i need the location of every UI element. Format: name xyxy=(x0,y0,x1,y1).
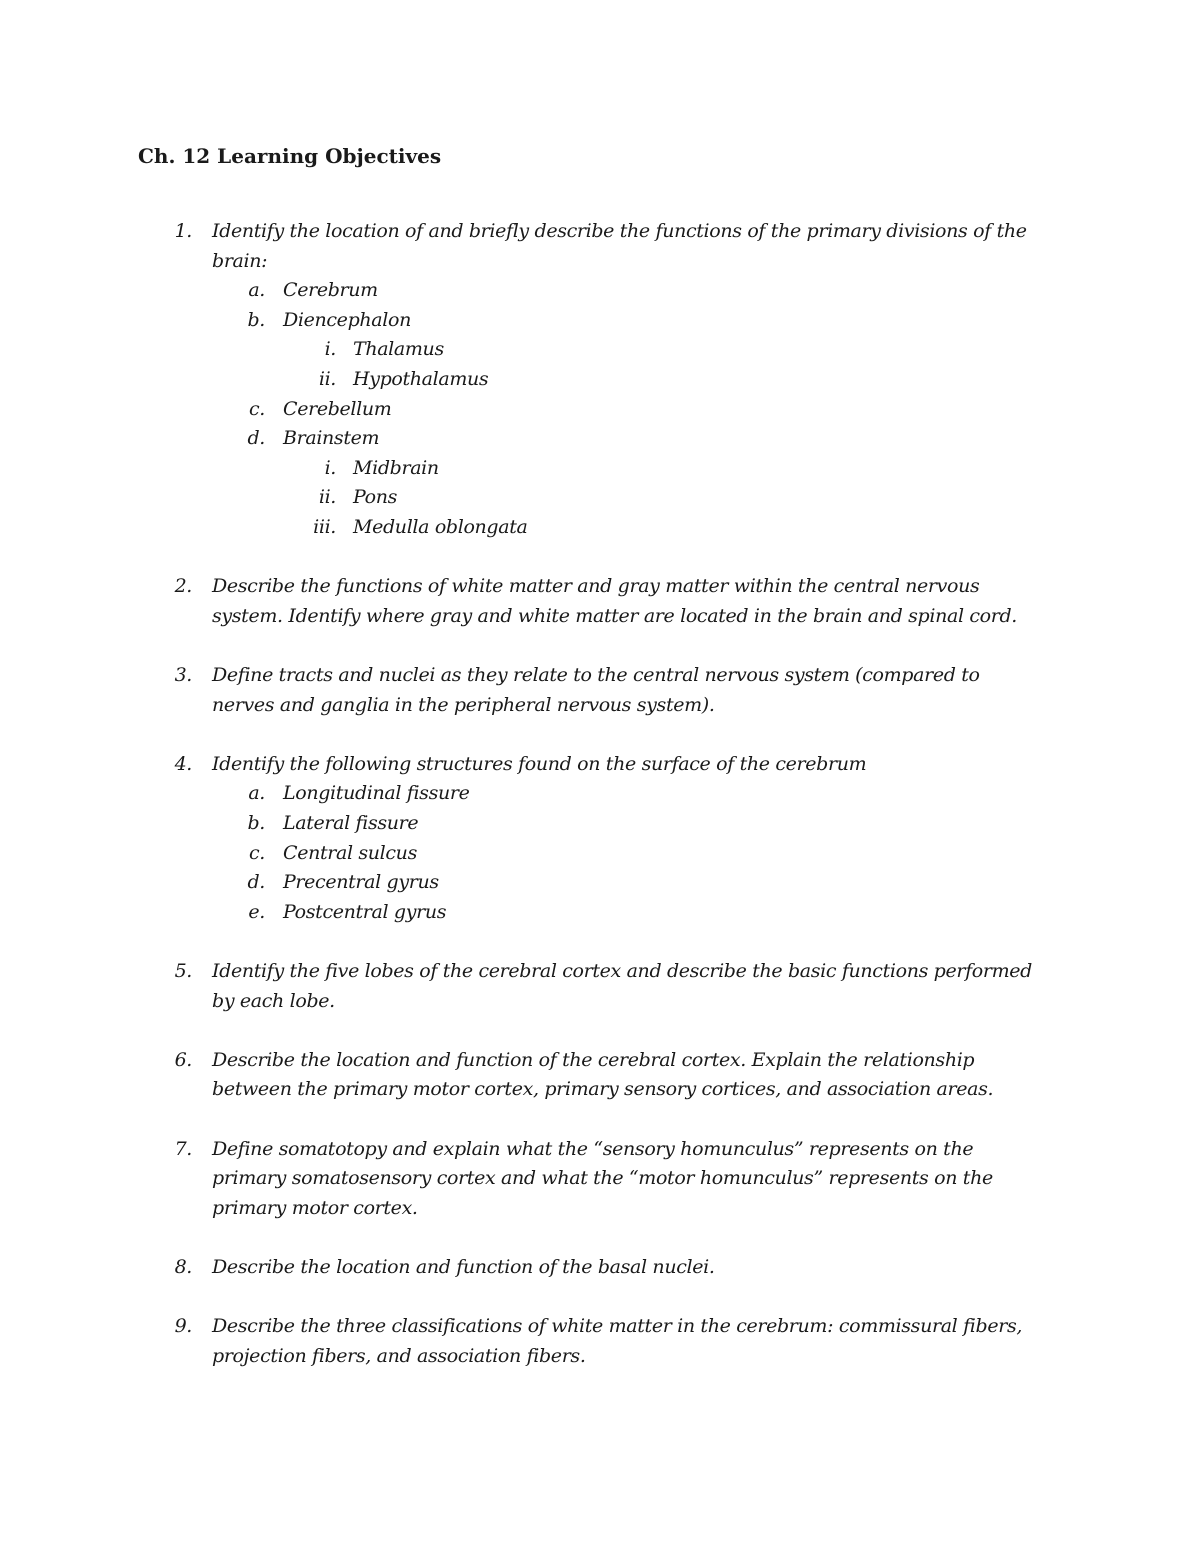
objective-4-marker: 4. xyxy=(174,752,192,775)
objective-1-marker: 1. xyxy=(174,220,192,242)
objective-8-marker: 8. xyxy=(174,1256,192,1278)
objective-1-subsubitem-marker: ii. xyxy=(318,486,336,509)
objective-2-marker: 2. xyxy=(174,575,192,598)
objective-1-subsubitem-text: Hypothalamus xyxy=(353,368,489,390)
objective-1-subitem-text: Cerebrum xyxy=(283,279,378,302)
objective-5-cont-text: by each lobe. xyxy=(212,989,335,1012)
objective-1-subitem-marker: a. xyxy=(248,279,265,302)
objective-1-subsubitem-marker: i. xyxy=(324,338,336,361)
objective-4-subitem-text: Precentral gyrus xyxy=(283,871,439,894)
objective-9-text: Describe the three classifications of white matter in the cerebrum: commissural fibers, xyxy=(212,1315,1023,1338)
objective-1-subitem-text: Brainstem xyxy=(283,427,380,450)
objective-4-subitem-marker: b. xyxy=(247,812,265,834)
objective-4-subitem-marker: a. xyxy=(248,782,265,805)
objective-6-text: Describe the location and function of the cerebral cortex. Explain the relationship xyxy=(212,1048,975,1071)
objective-7-cont-text: primary motor cortex. xyxy=(212,1196,418,1219)
objective-1-text: Identify the location of and briefly describe the functions of the primary divisions of the xyxy=(212,220,1027,242)
objective-1-subsubitem-marker: iii. xyxy=(313,516,336,538)
objective-1-subitem-text: Diencephalon xyxy=(283,308,411,331)
objective-6-marker: 6. xyxy=(174,1048,192,1071)
objective-1-subsubitem-text: Medulla oblongata xyxy=(353,516,528,538)
objective-5-marker: 5. xyxy=(174,960,192,982)
objective-1-subsubitem-marker: ii. xyxy=(318,368,336,390)
objective-9-cont-text: projection fibers, and association fibers. xyxy=(212,1344,586,1367)
objective-4-subitem-marker: c. xyxy=(249,841,265,864)
objective-4-subitem-marker: e. xyxy=(248,900,265,923)
objective-4-text: Identify the following structures found on the surface of the cerebrum xyxy=(212,752,867,775)
objective-9-marker: 9. xyxy=(174,1315,192,1338)
objective-1-subsubitem-marker: i. xyxy=(324,456,336,479)
objective-4-subitem-text: Longitudinal fissure xyxy=(283,782,470,805)
objective-1-subsubitem-text: Midbrain xyxy=(353,456,439,479)
objective-7-text: Define somatotopy and explain what the “sensory homunculus” represents on the xyxy=(212,1137,974,1160)
objective-1-subsubitem-text: Thalamus xyxy=(353,338,444,361)
objective-1-subitem-text: Cerebellum xyxy=(283,397,392,420)
objective-7-cont-text: primary somatosensory cortex and what the “motor homunculus” represents on the xyxy=(212,1167,993,1190)
objective-4-subitem-text: Lateral fissure xyxy=(283,812,419,834)
objective-4-subitem-text: Central sulcus xyxy=(283,841,417,864)
page-title: Ch. 12 Learning Objectives xyxy=(138,144,442,168)
objective-5-text: Identify the five lobes of the cerebral cortex and describe the basic functions performed xyxy=(212,960,1032,982)
objective-3-marker: 3. xyxy=(174,664,192,686)
objective-6-cont-text: between the primary motor cortex, primary sensory cortices, and association areas. xyxy=(212,1078,994,1101)
objective-8-text: Describe the location and function of the basal nuclei. xyxy=(212,1256,715,1278)
objective-1-subitem-marker: b. xyxy=(247,308,265,331)
objective-7-marker: 7. xyxy=(174,1137,192,1160)
objective-1-cont-text: brain: xyxy=(212,249,268,272)
objective-3-text: Define tracts and nuclei as they relate to the central nervous system (compared to xyxy=(212,664,980,686)
objective-1-subitem-marker: d. xyxy=(247,427,265,450)
objective-4-subitem-text: Postcentral gyrus xyxy=(283,900,447,923)
objective-3-cont-text: nerves and ganglia in the peripheral nervous system). xyxy=(212,693,715,716)
objective-2-cont-text: system. Identify where gray and white matter are located in the brain and spinal cord. xyxy=(212,604,1017,627)
objective-1-subsubitem-text: Pons xyxy=(353,486,398,509)
objective-1-subitem-marker: c. xyxy=(249,397,265,420)
objective-2-text: Describe the functions of white matter and gray matter within the central nervous xyxy=(212,575,980,598)
objective-4-subitem-marker: d. xyxy=(247,871,265,894)
